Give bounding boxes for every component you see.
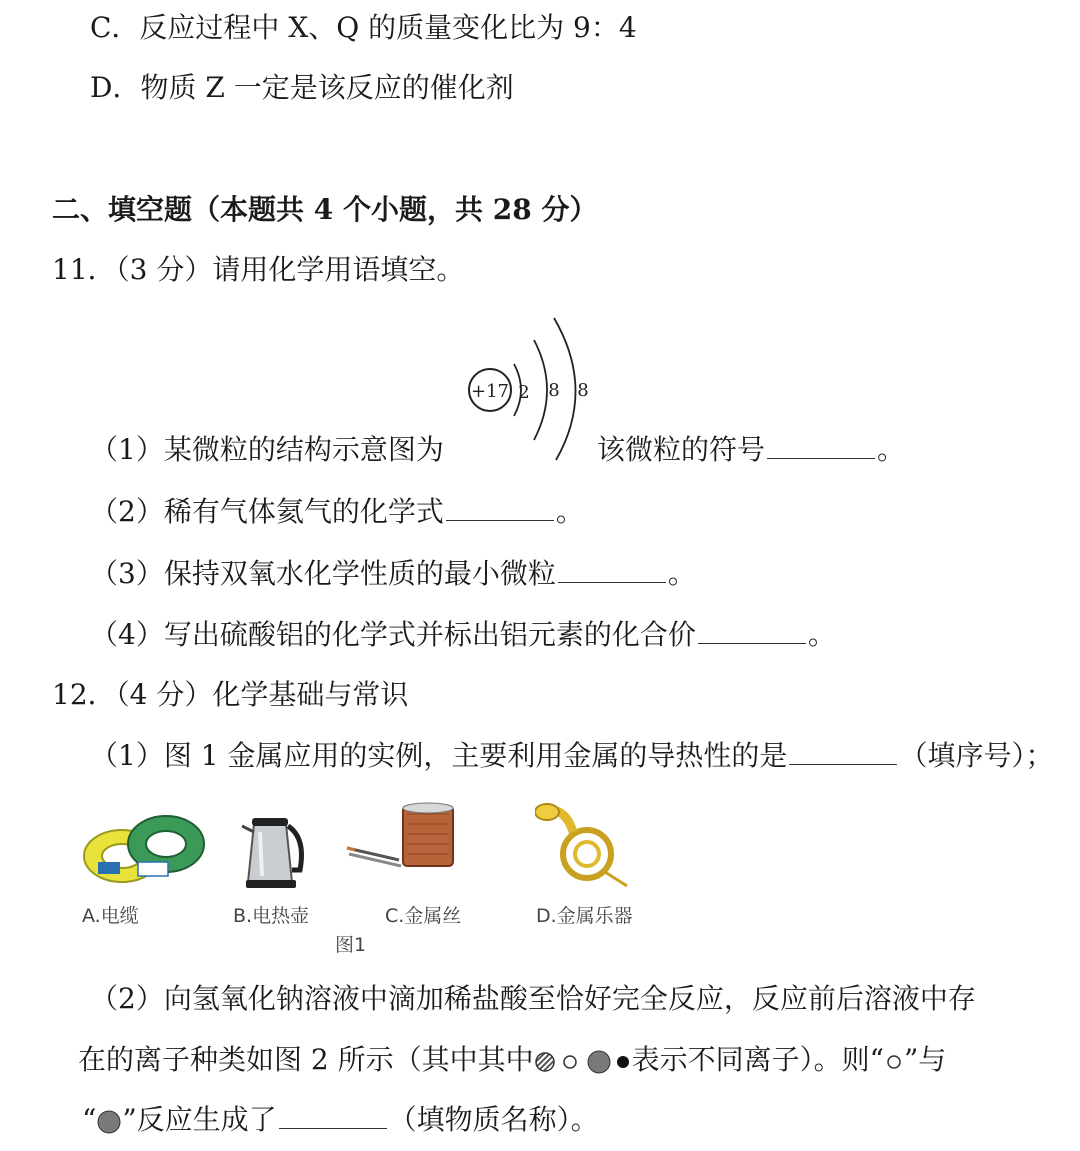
hatched-ion-icon	[534, 1051, 556, 1073]
gray-ion-icon	[586, 1049, 612, 1075]
figure-label-a: A.电缆	[82, 905, 139, 927]
horn-icon	[535, 802, 635, 892]
open-quote: “	[82, 1103, 97, 1136]
shell-count-2: 8	[548, 380, 560, 401]
hollow-ion-icon	[560, 1052, 580, 1072]
q12-part2-line1: （2）向氢氧化钠溶液中滴加稀盐酸至恰好完全反应，反应前后溶液中存	[90, 982, 976, 1015]
answer-blank-11-3[interactable]	[558, 556, 666, 583]
figure-label-c: C.金属丝	[385, 905, 462, 927]
q12-part2-line3-text: ”反应生成了	[122, 1103, 277, 1136]
kettle-icon	[240, 808, 310, 890]
q12-part2-line2-suffix: 表示不同离子）。则“	[631, 1043, 884, 1076]
q11-part1-prefix: （1）某微粒的结构示意图为	[90, 433, 444, 466]
q12-part2-line2-mid: ”与	[903, 1043, 947, 1076]
period: 。	[555, 495, 584, 528]
option-c: C．反应过程中 X、Q 的质量变化比为 9：4	[90, 11, 637, 44]
answer-blank-11-2[interactable]	[446, 494, 554, 521]
q11-part4-text: （4）写出硫酸铝的化学式并标出铝元素的化合价	[90, 618, 696, 651]
q11-part3	[90, 556, 696, 592]
q11-part4	[90, 617, 836, 653]
q11-part1-suffix: 该微粒的符号	[597, 433, 766, 466]
answer-blank-11-1[interactable]	[767, 432, 875, 459]
wire-icon	[345, 800, 465, 890]
q11-part2	[90, 494, 584, 530]
cable-icon	[80, 800, 210, 895]
figure-caption: 图1	[335, 934, 367, 956]
atom-structure-diagram	[462, 312, 602, 472]
q11-part2-text: （2）稀有气体氦气的化学式	[90, 495, 444, 528]
figure-label-b: B.电热壶	[233, 905, 310, 927]
q12-part1	[90, 738, 1053, 774]
q12-part2-line3-end: （填物质名称）。	[388, 1103, 599, 1136]
q11-part1-suffix-row	[597, 432, 905, 468]
q12-part2-line2-text: 在的离子种类如图 2 所示（其中其中	[78, 1043, 534, 1076]
figure-label-d: D.金属乐器	[536, 905, 633, 927]
answer-blank-11-4[interactable]	[698, 617, 806, 644]
q12-part1-text: （1）图 1 金属应用的实例，主要利用金属的导热性的是	[90, 739, 788, 772]
q12-part2-line2	[78, 1042, 946, 1078]
q12-part1-suffix: （填序号）；	[899, 739, 1054, 772]
option-d: D．物质 Z 一定是该反应的催化剂	[90, 71, 514, 104]
answer-blank-12-2[interactable]	[279, 1102, 387, 1129]
q11-part3-text: （3）保持双氧水化学性质的最小微粒	[90, 557, 556, 590]
nucleus-charge: +17	[471, 381, 509, 402]
period: 。	[807, 618, 836, 651]
electron-shell-2	[534, 340, 547, 440]
period: 。	[877, 433, 906, 466]
q11-stem: 11．（3 分）请用化学用语填空。	[52, 253, 465, 286]
gray-ion-icon	[96, 1109, 122, 1135]
q12-part2-line3	[82, 1102, 599, 1138]
answer-blank-12-1[interactable]	[789, 738, 897, 765]
black-ion-icon	[614, 1053, 632, 1071]
hollow-ion-icon	[884, 1052, 904, 1072]
shell-count-3: 8	[577, 380, 589, 401]
period: 。	[667, 557, 696, 590]
section-title: 二、填空题（本题共 4 个小题，共 28 分）	[52, 193, 598, 226]
q12-stem: 12．（4 分）化学基础与常识	[52, 678, 409, 711]
shell-count-1: 2	[518, 382, 530, 403]
